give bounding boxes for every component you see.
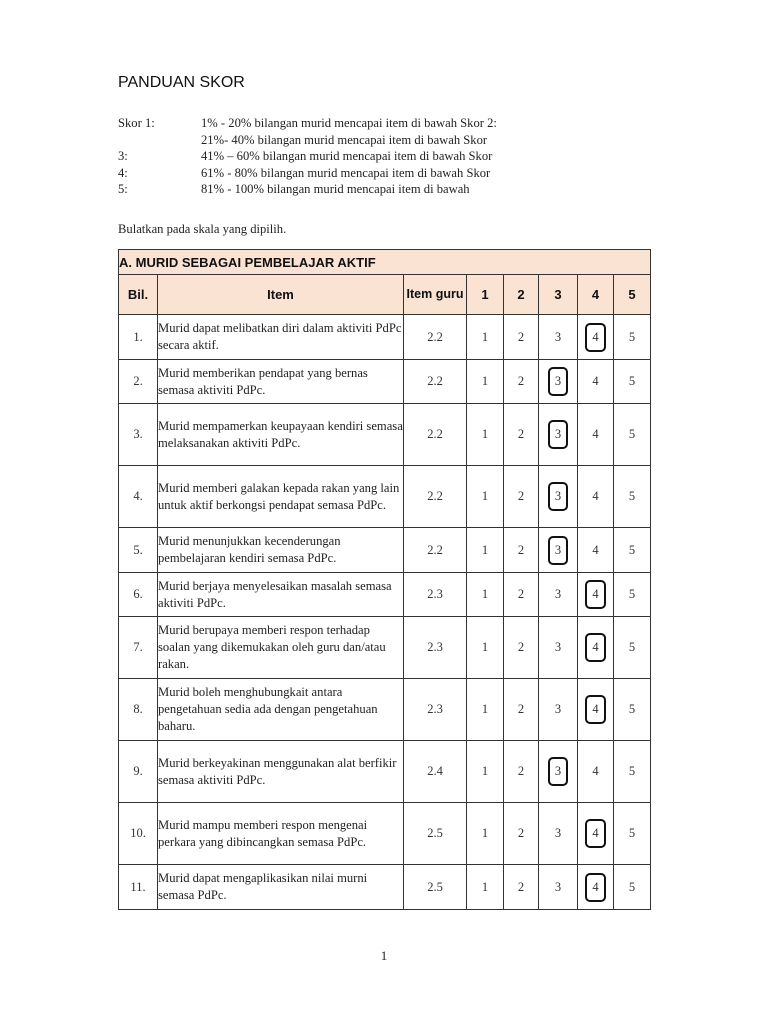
score-value: 3 xyxy=(554,702,562,716)
row-number: 8. xyxy=(119,679,158,741)
score-value: 1 xyxy=(481,374,489,388)
legend-label: 4: xyxy=(118,165,128,180)
score-option-4[interactable] xyxy=(578,741,614,803)
score-option-4[interactable] xyxy=(578,679,614,741)
score-option-1[interactable] xyxy=(467,360,504,404)
table-row xyxy=(119,573,651,617)
score-option-3[interactable] xyxy=(539,360,578,404)
item-text: Murid dapat melibatkan diri dalam aktiviti PdPc secara aktif. xyxy=(158,315,404,360)
item-text: Murid memberikan pendapat yang bernas semasa aktiviti PdPc. xyxy=(158,360,404,404)
header-score-1: 1 xyxy=(467,275,504,315)
score-value: 5 xyxy=(628,542,636,557)
score-option-1[interactable] xyxy=(467,573,504,617)
score-value: 2 xyxy=(517,489,525,503)
score-value: 3 xyxy=(554,826,562,840)
legend-row xyxy=(118,181,497,198)
row-number: 3. xyxy=(119,404,158,466)
row-number: 10. xyxy=(119,803,158,865)
table-row xyxy=(119,528,651,573)
table-row xyxy=(119,466,651,528)
table-row xyxy=(119,803,651,865)
legend-row xyxy=(118,132,497,149)
score-value: 3 xyxy=(554,640,562,654)
section-header-row xyxy=(119,250,651,275)
legend-text: 41% – 60% bilangan murid mencapai item di bawah Skor xyxy=(201,149,493,164)
table-row xyxy=(119,360,651,404)
score-value: 5 xyxy=(628,427,636,441)
score-option-1[interactable] xyxy=(467,679,504,741)
score-option-3[interactable] xyxy=(539,466,578,528)
score-option-3[interactable] xyxy=(539,741,578,803)
score-value: 1 xyxy=(481,542,489,557)
score-option-2[interactable] xyxy=(504,466,539,528)
header-bil: Bil. xyxy=(119,275,158,315)
score-option-5[interactable] xyxy=(614,617,651,679)
selected-score-mark: 4 xyxy=(592,640,599,654)
score-value: 1 xyxy=(481,587,489,601)
row-number: 2. xyxy=(119,360,158,404)
score-option-4[interactable] xyxy=(578,360,614,404)
legend-text: 81% - 100% bilangan murid mencapai item di bawah xyxy=(201,182,470,197)
score-value: 4 xyxy=(592,427,599,441)
item-text: Murid berjaya menyelesaikan masalah semasa aktiviti PdPc. xyxy=(158,573,404,617)
score-option-5[interactable] xyxy=(614,573,651,617)
header-score-3: 3 xyxy=(539,275,578,315)
item-guru-code: 2.2 xyxy=(404,528,467,573)
selected-score-mark: 3 xyxy=(554,542,562,557)
score-value: 5 xyxy=(628,826,636,840)
score-option-3[interactable] xyxy=(539,404,578,466)
score-option-3[interactable] xyxy=(539,865,578,910)
page-title: PANDUAN SKOR xyxy=(118,74,245,91)
header-score-5: 5 xyxy=(614,275,651,315)
selected-score-mark: 4 xyxy=(592,702,599,716)
score-option-4[interactable] xyxy=(578,573,614,617)
score-value: 2 xyxy=(517,542,525,557)
score-value: 5 xyxy=(628,587,636,601)
legend-row xyxy=(118,148,497,165)
score-option-2[interactable] xyxy=(504,617,539,679)
score-value: 5 xyxy=(628,879,636,894)
selected-score-mark: 4 xyxy=(592,329,599,344)
row-number: 7. xyxy=(119,617,158,679)
score-value: 1 xyxy=(481,329,489,344)
score-option-5[interactable] xyxy=(614,466,651,528)
score-value: 5 xyxy=(628,640,636,654)
score-value: 2 xyxy=(517,764,525,778)
score-option-4[interactable] xyxy=(578,865,614,910)
row-number: 5. xyxy=(119,528,158,573)
item-text: Murid memberi galakan kepada rakan yang lain untuk aktif berkongsi pendapat semasa PdPc. xyxy=(158,466,404,528)
table-row xyxy=(119,315,651,360)
score-value: 1 xyxy=(481,702,489,716)
score-option-3[interactable] xyxy=(539,315,578,360)
item-text: Murid boleh menghubungkait antara pengetahuan sedia ada dengan pengetahuan baharu. xyxy=(158,679,404,741)
score-value: 2 xyxy=(517,640,525,654)
selected-score-mark: 3 xyxy=(554,427,562,441)
table-row xyxy=(119,404,651,466)
score-option-1[interactable] xyxy=(467,315,504,360)
item-guru-code: 2.3 xyxy=(404,573,467,617)
legend-label: Skor 1: xyxy=(118,116,155,130)
item-guru-code: 2.3 xyxy=(404,617,467,679)
score-option-5[interactable] xyxy=(614,679,651,741)
score-value: 1 xyxy=(481,640,489,654)
score-option-1[interactable] xyxy=(467,466,504,528)
score-option-5[interactable] xyxy=(614,528,651,573)
score-option-2[interactable] xyxy=(504,741,539,803)
score-value: 5 xyxy=(628,764,636,778)
score-value: 1 xyxy=(481,764,489,778)
selected-score-mark: 4 xyxy=(592,587,599,601)
score-option-3[interactable] xyxy=(539,528,578,573)
score-value: 4 xyxy=(592,764,599,778)
table-row xyxy=(119,679,651,741)
score-option-2[interactable] xyxy=(504,528,539,573)
item-guru-code: 2.2 xyxy=(404,315,467,360)
score-value: 1 xyxy=(481,427,489,441)
score-option-3[interactable] xyxy=(539,617,578,679)
score-option-1[interactable] xyxy=(467,865,504,910)
item-text: Murid mampu memberi respon mengenai perkara yang dibincangkan semasa PdPc. xyxy=(158,803,404,865)
score-option-3[interactable] xyxy=(539,679,578,741)
section-title: A. MURID SEBAGAI PEMBELAJAR AKTIF xyxy=(119,250,651,275)
legend-text: 61% - 80% bilangan murid mencapai item di bawah Skor xyxy=(201,165,491,180)
page-number: 1 xyxy=(380,948,388,963)
score-value: 5 xyxy=(628,489,636,503)
legend-label xyxy=(118,132,201,149)
item-guru-code: 2.5 xyxy=(404,803,467,865)
column-header-row xyxy=(119,275,651,315)
table-row xyxy=(119,617,651,679)
score-option-1[interactable] xyxy=(467,404,504,466)
score-option-2[interactable] xyxy=(504,315,539,360)
score-value: 5 xyxy=(628,374,636,388)
item-guru-code: 2.2 xyxy=(404,466,467,528)
instruction-text: Bulatkan pada skala yang dipilih. xyxy=(118,222,287,236)
score-value: 1 xyxy=(481,879,489,894)
score-option-1[interactable] xyxy=(467,617,504,679)
legend-text: 1% - 20% bilangan murid mencapai item di bawah Skor 2: xyxy=(201,116,497,130)
score-value: 3 xyxy=(554,879,562,894)
selected-score-mark: 4 xyxy=(592,826,599,840)
score-table xyxy=(118,249,651,910)
score-option-2[interactable] xyxy=(504,404,539,466)
score-option-2[interactable] xyxy=(504,865,539,910)
score-value: 4 xyxy=(592,489,599,503)
score-option-5[interactable] xyxy=(614,404,651,466)
item-guru-code: 2.2 xyxy=(404,404,467,466)
score-value: 2 xyxy=(517,587,525,601)
item-guru-code: 2.4 xyxy=(404,741,467,803)
score-option-1[interactable] xyxy=(467,803,504,865)
selected-score-mark: 3 xyxy=(554,489,562,503)
item-text: Murid menunjukkan kecenderungan pembelajaran kendiri semasa PdPc. xyxy=(158,528,404,573)
item-text: Murid dapat mengaplikasikan nilai murni semasa PdPc. xyxy=(158,865,404,910)
score-option-3[interactable] xyxy=(539,573,578,617)
score-option-5[interactable] xyxy=(614,315,651,360)
score-option-2[interactable] xyxy=(504,573,539,617)
row-number: 1. xyxy=(119,315,158,360)
score-legend xyxy=(118,115,497,198)
score-value: 4 xyxy=(592,542,599,557)
header-item-guru: Item guru xyxy=(404,275,467,315)
score-value: 3 xyxy=(554,329,562,344)
selected-score-mark: 3 xyxy=(554,374,562,388)
score-option-4[interactable] xyxy=(578,803,614,865)
score-value: 5 xyxy=(628,702,636,716)
score-value: 4 xyxy=(592,374,599,388)
score-value: 2 xyxy=(517,427,525,441)
score-value: 1 xyxy=(481,489,489,503)
score-option-4[interactable] xyxy=(578,466,614,528)
score-option-5[interactable] xyxy=(614,803,651,865)
score-option-5[interactable] xyxy=(614,865,651,910)
score-value: 5 xyxy=(628,329,636,344)
item-text: Murid berkeyakinan menggunakan alat berfikir semasa aktiviti PdPc. xyxy=(158,741,404,803)
score-option-2[interactable] xyxy=(504,803,539,865)
score-value: 2 xyxy=(517,826,525,840)
legend-row xyxy=(118,165,497,182)
score-value: 2 xyxy=(517,879,525,894)
score-option-4[interactable] xyxy=(578,528,614,573)
item-text: Murid mempamerkan keupayaan kendiri semasa melaksanakan aktiviti PdPc. xyxy=(158,404,404,466)
score-value: 3 xyxy=(554,587,562,601)
item-text: Murid berupaya memberi respon terhadap soalan yang dikemukakan oleh guru dan/atau rakan. xyxy=(158,617,404,679)
score-value: 2 xyxy=(517,374,525,388)
header-score-2: 2 xyxy=(504,275,539,315)
item-guru-code: 2.2 xyxy=(404,360,467,404)
row-number: 9. xyxy=(119,741,158,803)
score-option-2[interactable] xyxy=(504,679,539,741)
score-value: 1 xyxy=(481,826,489,840)
score-option-2[interactable] xyxy=(504,360,539,404)
score-option-5[interactable] xyxy=(614,360,651,404)
score-option-1[interactable] xyxy=(467,528,504,573)
score-value: 2 xyxy=(517,329,525,344)
legend-text: 21%- 40% bilangan murid mencapai item di bawah Skor xyxy=(201,132,488,147)
legend-label: 3: xyxy=(118,149,128,164)
score-option-4[interactable] xyxy=(578,315,614,360)
score-option-1[interactable] xyxy=(467,741,504,803)
row-number: 11. xyxy=(119,865,158,910)
table-row xyxy=(119,865,651,910)
score-value: 2 xyxy=(517,702,525,716)
score-option-4[interactable] xyxy=(578,404,614,466)
row-number: 6. xyxy=(119,573,158,617)
item-guru-code: 2.3 xyxy=(404,679,467,741)
selected-score-mark: 4 xyxy=(592,879,599,894)
selected-score-mark: 3 xyxy=(554,764,562,778)
table-row xyxy=(119,741,651,803)
score-option-5[interactable] xyxy=(614,741,651,803)
header-score-4: 4 xyxy=(578,275,614,315)
header-item: Item xyxy=(158,275,404,315)
score-option-4[interactable] xyxy=(578,617,614,679)
item-guru-code: 2.5 xyxy=(404,865,467,910)
legend-label: 5: xyxy=(118,182,128,197)
score-option-3[interactable] xyxy=(539,803,578,865)
row-number: 4. xyxy=(119,466,158,528)
legend-row xyxy=(118,115,497,132)
